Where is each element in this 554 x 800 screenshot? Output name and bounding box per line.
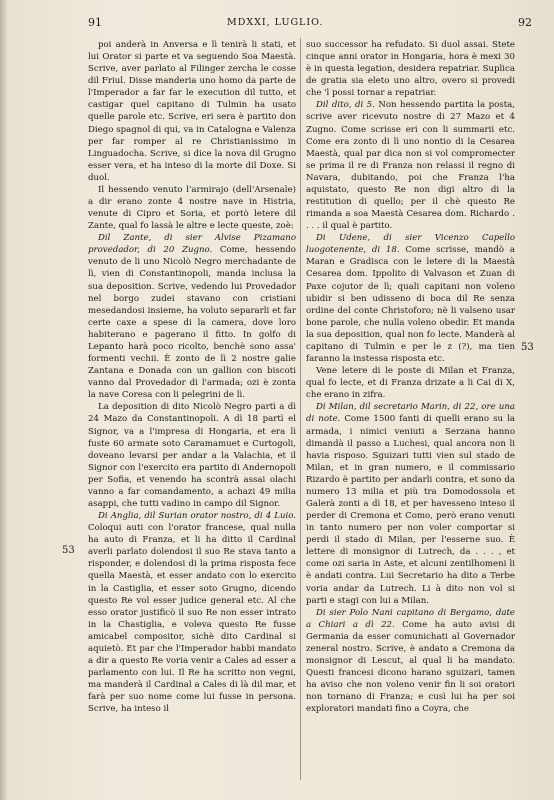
paragraph bbox=[88, 184, 296, 232]
paragraph-text: La deposition di dito Nicolò Negro partì a dì 24 Mazo da Constantinopoli. A dì 18 partì el Signor, va a l'impresa di Hongaria, et era lì fuste 60 armate soto Caramamuet e Curtogoli, doveano levarsi per andar a la Valachia, et il Signor con l'exercito era partito di Andernopoli per Sofia, et venendo ha scontrà assai olachi vanno a far comandamento, a achazi 49 milia asappi, che tutti vadino in campo dil Signor. bbox=[88, 402, 296, 509]
margin-number-left: 53 bbox=[62, 545, 75, 556]
paragraph-text: Come 1500 fanti di quelli erano su la armada, i nimici veniuti a Serzana hanno dimandà il passo a Luchesi, qual ancora non li havia risposo. Sguizari tutti vien sul stado de Milan, et in gran numero, e il commissario Rizardo è partito per andarli contra, et sono da numero 13 milia et più tra Domodossola et Galerà zonti a dì 18, et per havesseno inteso il perder di Cremona et Como, però erano venuti in tanto numero per non voler comportar si perdi il stado di Milan, per l'esserne suo. È lettere di monsignor di Lutrech, da . . . , et come ozi saria in Aste, et alcuni zentilhomeni li è andati contra. Lui Secretario ha dito a Terbe voria andar da Lutrech. Li à dito non vol si parti e stagi con lui a Milan. bbox=[306, 414, 515, 606]
paragraph bbox=[306, 39, 515, 99]
paragraph bbox=[88, 510, 296, 715]
paragraph bbox=[306, 365, 515, 401]
paragraph bbox=[88, 401, 296, 510]
entry-heading: Dil dito, di 5. bbox=[316, 100, 375, 111]
paragraph-text: Coloqui auti con l'orator francese, qual nulla ha auto di Franza, et li ha ditto il Cardinal averli parlato dolendosi il suo Re stava tanto a risponder, e dolendosi di la prima risposta fece quella Maestà, et esser andato con lo exercito in la Castiglia, et esser soto Grugno, dicendo questo Re vol esser judice general etc. Al che esso orator justificò il suo Re non esser intrato in la Chastiglia, e voleva questo Re fusse amicabel compositor, sichè dito Cardinal si aquietò. Et par che l'Imperador habbi mandato a dir a questo Re voria venir a Cales ad esser a parlamento con lui. Il Re ha scritto non vegni, ma manderà il Cardinal a Cales di là dil mar, et farà per suo nome come lui fusse in persona. Scrive, ha inteso il bbox=[88, 523, 296, 715]
entry-heading: Di Udene, di sier Vicenzo Capello luogotenente, di 18. bbox=[306, 233, 515, 256]
entry-heading: Di Anglia, dil Surian orator nostro, di 4 Luio. bbox=[98, 511, 296, 522]
left-column bbox=[88, 39, 296, 779]
paragraph-text: Vene letere di le poste di Milan et Franza, qual fo lecte, et di Franza drizate a li Cai di X, che erano in zifra. bbox=[306, 366, 515, 401]
binding-edge bbox=[0, 0, 8, 800]
paragraph bbox=[88, 39, 296, 184]
paragraph-text: suo successor ha refudato. Si duol assai. Stete cinque anni orator in Hongaria, hora è mexi 30 è in questa legation, desidera repatriar. Suplica de gratia sia eleto uno altro, overo si provedi che 'l possi tornar a repatriar. bbox=[306, 40, 515, 99]
entry-heading: Di sier Polo Nani capitano di Bergamo, date a Chiari a dì 22. bbox=[306, 607, 515, 630]
page-number-left: 91 bbox=[88, 16, 102, 29]
paragraph bbox=[88, 232, 296, 401]
paragraph bbox=[306, 99, 515, 232]
page-number-right: 92 bbox=[518, 16, 532, 29]
right-column bbox=[306, 39, 515, 779]
entry-heading: Di Milan, dil secretario Marin, di 22, ore una di note. bbox=[306, 402, 515, 425]
paragraph-text: Come, hessendo venuto de li uno Nicolò Negro merchadante de lì, vien di Constantinopoli, manda inclusa la sua deposition. Scrive, vedendo lui Provedador nel borgo zudei stavano con cristiani mesedandosi insieme, ha voluto separarli et far certe caxe a spese di la camera, dove loro habiterano e pagerano il fitto. In golfo di Lepanto harà poco ricolto, benchè sono assa' formenti vechii. È zonto de lì 2 nostre galie Zantana e Donada con un gallion con biscoti vanno dal Provedador di l'armada; ozi è zonta la nave Coresa con li pelegrini de lì. bbox=[88, 245, 296, 401]
paragraph-text: Come scrisse, mandò a Maran e Gradisca con le letere di la Maestà Cesarea dom. Ippolito di Valvason et Zuan di Paxe cojutor de lì; quali capitani non voleno ubidir si ben udisseno di boca dil Re senza ordine del conte Christoforo; nè li valseno usar bone parole, che nulla voleno obedir. Et manda la sua deposition, qual non fo lecte. Manderà al capitano di Tulmin e per le z (?), ma tien faranno la instessa risposta etc. bbox=[306, 245, 515, 365]
paragraph-text: Il hessendo venuto l'armirajo (dell'Arsenale) a dir erano zonte 4 nostre nave in Histria, venute di Cipro et Soria, et portò letere dil Zante, qual fo lassà le altre e lecte queste, zoè: bbox=[88, 184, 296, 232]
paragraph-text: Come ha auto avisi di Germania da esser comunichati al Governador zeneral nostro. Scrive, è andato a Cremona da monsignor di Lescut, al qual li ha mandato. Questi francesi dicono harano sguizari, tamen ha aviso che non voleno venir fin li soi oratori non tornano di Franza; e cusì lui ha per soi exploratori mandati fino a Coyra, che bbox=[306, 619, 515, 715]
running-title: MDXXI, LUGLIO. bbox=[227, 17, 324, 28]
paragraph bbox=[306, 607, 515, 716]
paragraph-text: Non hessendo partita la posta, scrive aver ricevuto nostre di 27 Mazo et 4 Zugno. Come scrisse eri con li summarii etc. Come era zonto di lì uno nontio di la Cesarea Maestà, qual par dica non si vol compromecter se prima il re di Franza non relassi il regno di Navara, dubitando, poi che Franza l'ha aquistato, questo Re non digi altro di la restitution di quello; per il chè questo Re rimanda a soa Maestà Cesarea dom. Richardo . . . . il qual è partito. bbox=[306, 100, 515, 232]
paragraph bbox=[306, 232, 515, 365]
entry-heading: Dil Zante, di sier Alvise Pizamano provedador, di 20 Zugno. bbox=[88, 233, 296, 256]
paragraph bbox=[306, 401, 515, 606]
margin-number-right: 53 bbox=[521, 342, 534, 353]
paragraph-text: poi anderà in Anversa e lì tenirà li stati, et lui Orator si parte et va seguendo Soa Maestà. Scrive, aver parlato al Filinger zercha le cosse dil Friul. Disse manderia uno homo da parte de l'Imperador a far far le execution dil tutto, et castigar quel capitano di Tulmin ha usato quelle parole etc. Scrive, eri sera è partito don Diego spagnol di qui, va in Catalogna e Valenza per far romper al re Christianissimo in Linguadocha. Scrive, si dice la nova dil Grugno esser vera, et ha inteso di la morte dil Doxe. Si duol. bbox=[88, 40, 296, 183]
running-header bbox=[0, 16, 554, 30]
column-divider bbox=[300, 38, 301, 780]
